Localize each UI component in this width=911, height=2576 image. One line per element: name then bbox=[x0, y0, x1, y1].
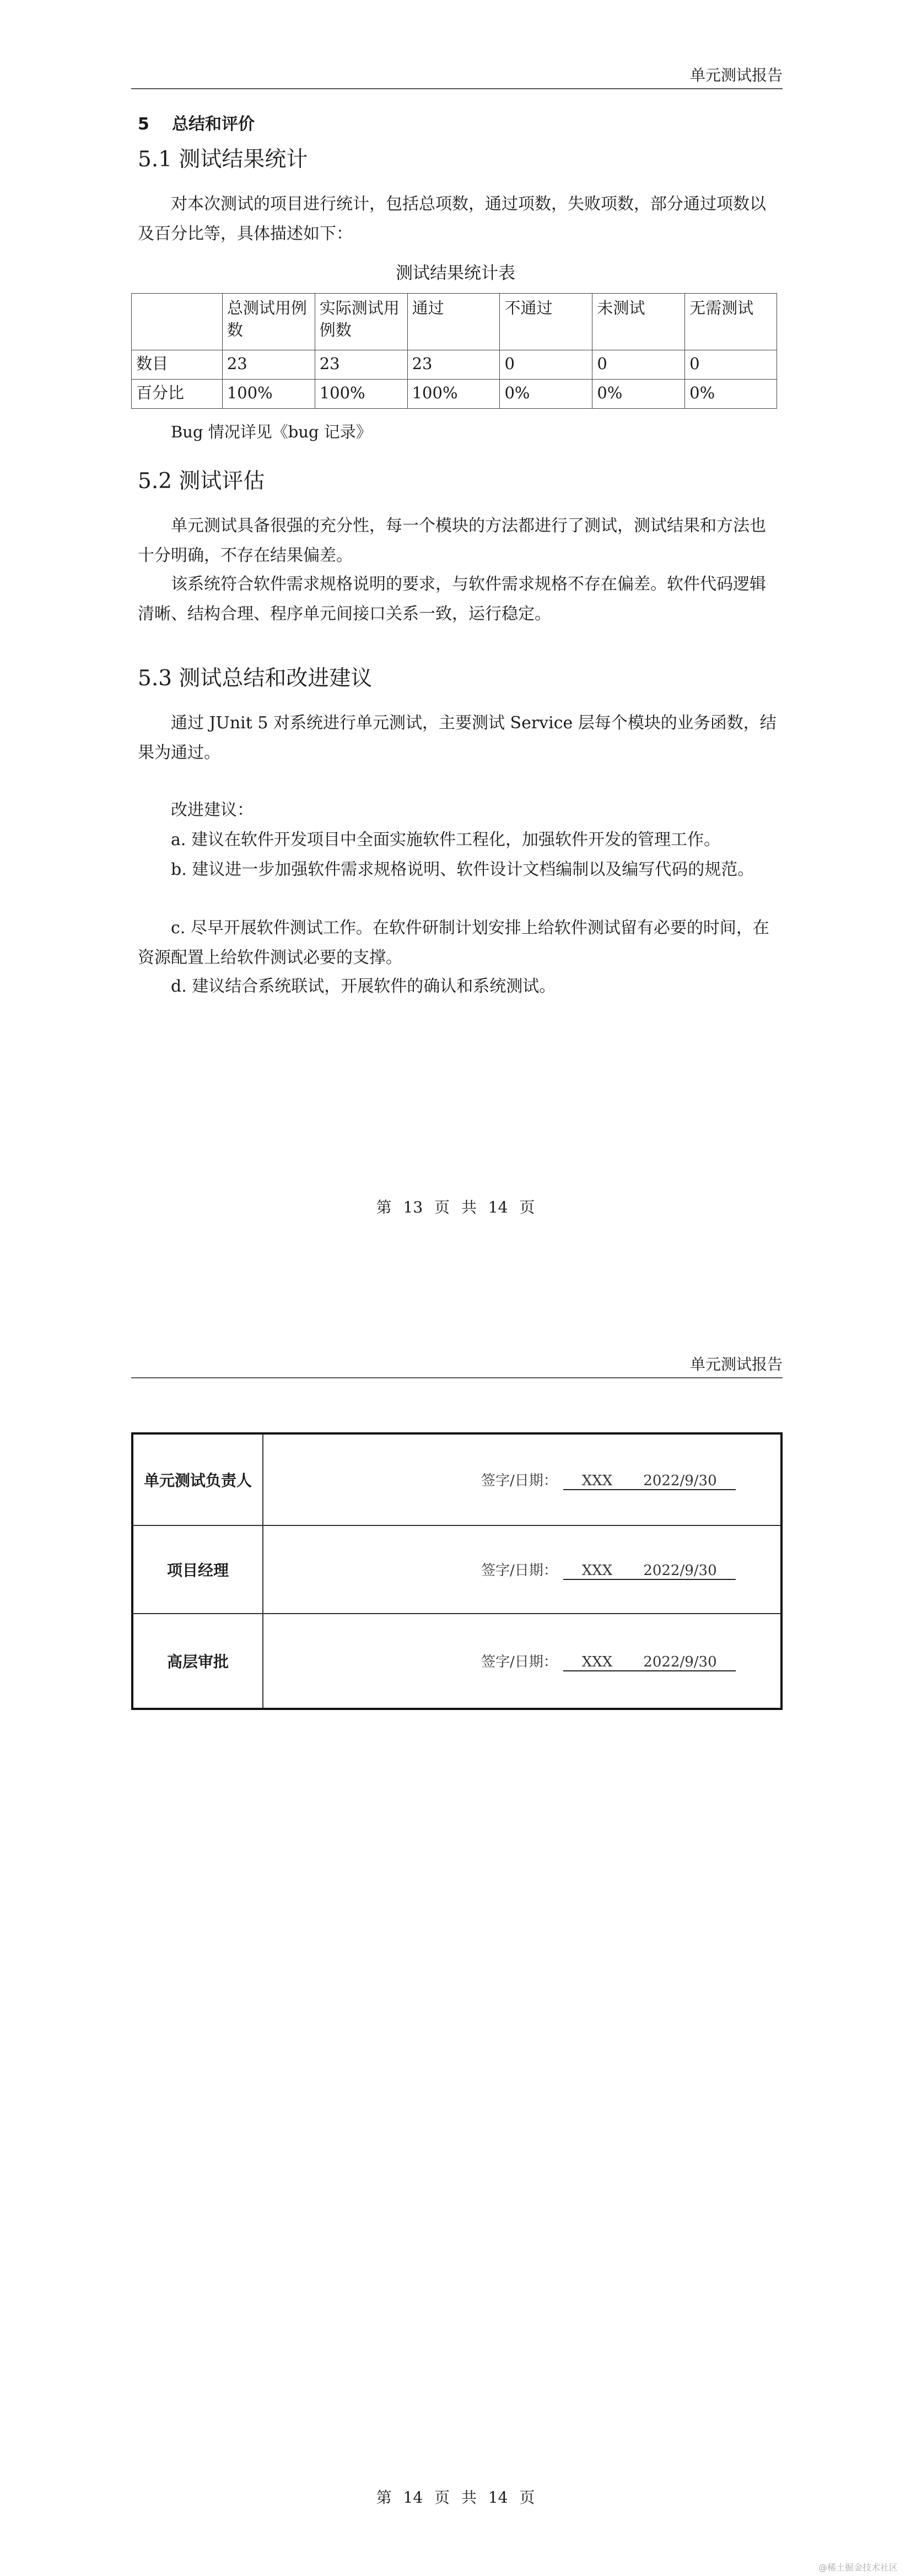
signoff-row bbox=[132, 1614, 781, 1709]
table-header-cell: 总测试用例数 bbox=[222, 294, 315, 350]
subsection-heading-5-1: 5.1 测试结果统计 bbox=[138, 147, 308, 172]
running-header: 单元测试报告 bbox=[131, 1355, 783, 1378]
table-header-row bbox=[132, 294, 777, 350]
table-cell: 0% bbox=[592, 380, 685, 409]
table-cell: 0% bbox=[685, 380, 777, 409]
table-cell: 百分比 bbox=[132, 380, 223, 409]
signoff-role: 高层审批 bbox=[132, 1614, 263, 1709]
signature-label: 签字/日期： bbox=[481, 1654, 558, 1670]
table-cell: 100% bbox=[222, 380, 315, 409]
signer-name: XXX bbox=[581, 1473, 613, 1489]
signature-label: 签字/日期： bbox=[481, 1473, 558, 1489]
table-cell: 100% bbox=[407, 380, 500, 409]
table-header-cell: 未测试 bbox=[592, 294, 685, 350]
signature-value bbox=[563, 1654, 736, 1671]
table-cell: 0 bbox=[500, 350, 592, 380]
signature-cell bbox=[263, 1614, 781, 1709]
signature-value bbox=[563, 1473, 736, 1490]
signature-value bbox=[563, 1562, 736, 1580]
subsection-heading-5-3: 5.3 测试总结和改进建议 bbox=[138, 666, 373, 691]
section-heading bbox=[138, 110, 255, 134]
signoff-role: 项目经理 bbox=[132, 1525, 263, 1614]
signature-cell bbox=[263, 1525, 781, 1614]
sign-date: 2022/9/30 bbox=[643, 1654, 717, 1670]
running-header: 单元测试报告 bbox=[131, 66, 783, 89]
signer-name: XXX bbox=[581, 1562, 613, 1579]
bug-record-note: Bug 情况详见《bug 记录》 bbox=[171, 423, 372, 441]
signer-name: XXX bbox=[581, 1654, 613, 1670]
paragraph-5-3: 通过 JUnit 5 对系统进行单元测试，主要测试 Service 层每个模块的业务函数，结果为通过。 bbox=[138, 713, 777, 762]
document-page-13 bbox=[0, 0, 911, 1284]
paragraph-5-1: 对本次测试的项目进行统计，包括总项数，通过项数，失败项数，部分通过项数以及百分比等，具体描述如下： bbox=[138, 194, 766, 243]
signoff-table bbox=[131, 1432, 783, 1710]
watermark: @稀土掘金技术社区 bbox=[818, 2562, 898, 2573]
page-footer: 第 14 页 共 14 页 bbox=[376, 2488, 535, 2507]
table-cell: 数目 bbox=[132, 350, 223, 380]
table-cell: 0 bbox=[685, 350, 777, 380]
signature-label: 签字/日期： bbox=[481, 1562, 558, 1579]
suggestion-b: b. 建议进一步加强软件需求规格说明、软件设计文档编制以及编写代码的规范。 bbox=[171, 860, 754, 879]
section-number: 5 bbox=[138, 115, 149, 134]
subsection-heading-5-2: 5.2 测试评估 bbox=[138, 469, 265, 494]
table-cell: 0% bbox=[500, 380, 592, 409]
table-row bbox=[132, 350, 777, 380]
signature-cell bbox=[263, 1433, 781, 1525]
suggestion-d: d. 建议结合系统联试，开展软件的确认和系统测试。 bbox=[171, 977, 556, 996]
suggestion-c: c. 尽早开展软件测试工作。在软件研制计划安排上给软件测试留有必要的时间，在资源配置上给软件测试必要的支撑。 bbox=[138, 918, 769, 967]
sign-date: 2022/9/30 bbox=[643, 1562, 717, 1579]
suggestions-title: 改进建议： bbox=[171, 800, 254, 820]
paragraph-5-2-2: 该系统符合软件需求规格说明的要求，与软件需求规格不存在偏差。软件代码逻辑清晰、结构合理、程序单元间接口关系一致，运行稳定。 bbox=[138, 575, 766, 624]
table-row bbox=[132, 380, 777, 409]
signoff-row bbox=[132, 1525, 781, 1614]
table-caption: 测试结果统计表 bbox=[396, 263, 515, 283]
table-cell: 23 bbox=[315, 350, 407, 380]
table-header-cell: 不通过 bbox=[500, 294, 592, 350]
table-cell: 0 bbox=[592, 350, 685, 380]
table-cell: 23 bbox=[222, 350, 315, 380]
sign-date: 2022/9/30 bbox=[643, 1473, 717, 1489]
page-footer: 第 13 页 共 14 页 bbox=[376, 1198, 535, 1216]
table-header-cell bbox=[132, 294, 223, 350]
signoff-row bbox=[132, 1433, 781, 1525]
table-cell: 100% bbox=[315, 380, 407, 409]
table-header-cell: 通过 bbox=[407, 294, 500, 350]
signoff-role: 单元测试负责人 bbox=[132, 1433, 263, 1525]
paragraph-5-2-1: 单元测试具备很强的充分性，每一个模块的方法都进行了测试，测试结果和方法也十分明确，不存在结果偏差。 bbox=[138, 516, 766, 565]
test-result-table bbox=[131, 293, 777, 409]
table-cell: 23 bbox=[407, 350, 500, 380]
table-header-cell: 实际测试用例数 bbox=[315, 294, 407, 350]
suggestion-a: a. 建议在软件开发项目中全面实施软件工程化，加强软件开发的管理工作。 bbox=[171, 830, 720, 849]
section-title: 总结和评价 bbox=[172, 115, 255, 134]
table-header-cell: 无需测试 bbox=[685, 294, 777, 350]
